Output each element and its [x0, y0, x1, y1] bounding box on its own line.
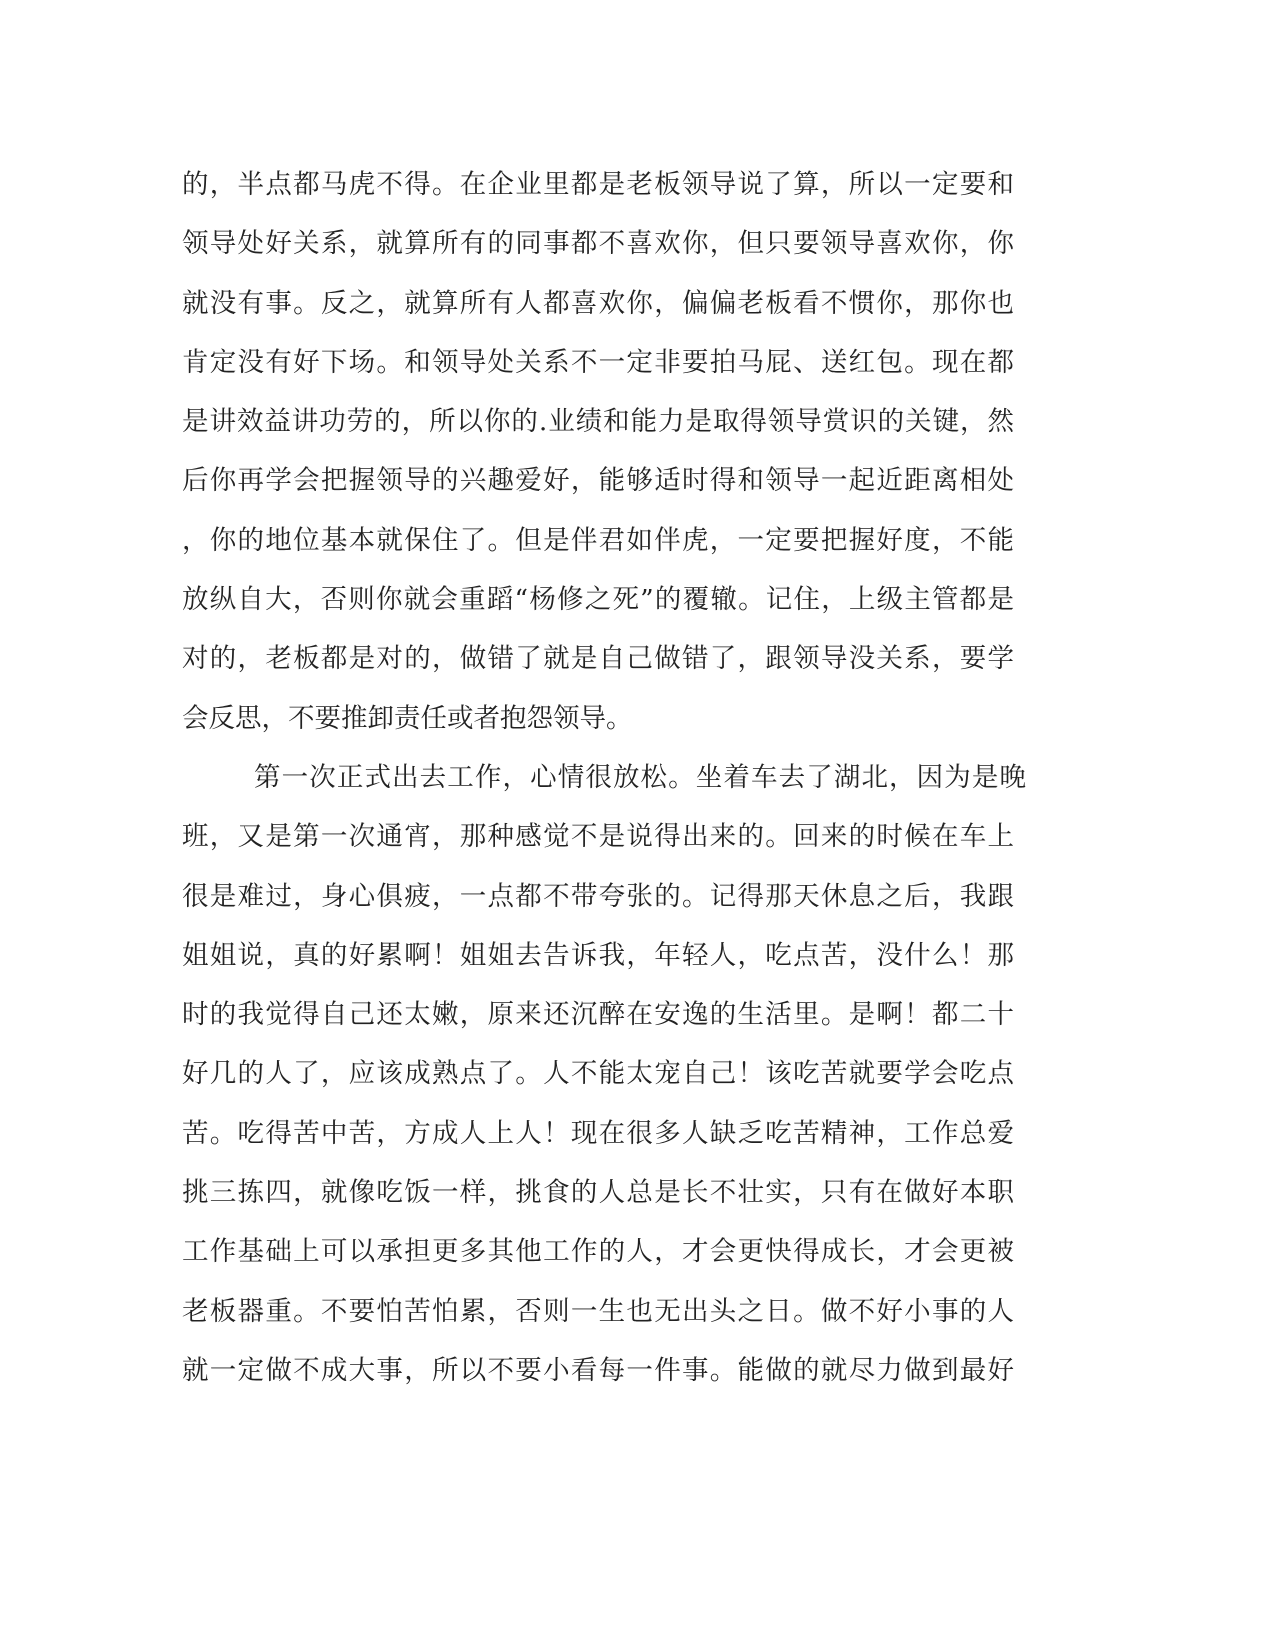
text-line: 会反思，不要推卸责任或者抱怨领导。 [182, 702, 633, 734]
text-line: 的，半点都马虎不得。在企业里都是老板领导说了算，所以一定要和 [182, 169, 1014, 200]
paragraph-1 [182, 155, 1042, 748]
paragraph-2 [182, 748, 1042, 1400]
text-line: 就一定做不成大事，所以不要小看每一件事。能做的就尽力做到最好 [182, 1354, 1014, 1386]
text-line: 好几的人了，应该成熟点了。人不能太宠自己！该吃苦就要学会吃点 [182, 1058, 1014, 1090]
text-line: 肯定没有好下场。和领导处关系不一定非要拍马屁、送红包。现在都 [182, 346, 1014, 378]
text-line: 时的我觉得自己还太嫩，原来还沉醉在安逸的生活里。是啊！都二十 [182, 999, 1014, 1031]
text-line: 放纵自大，否则你就会重蹈“杨修之死”的覆辙。记住，上级主管都是 [182, 584, 1014, 616]
body-text [182, 155, 1042, 1400]
text-line: ，你的地位基本就保住了。但是伴君如伴虎，一定要把握好度，不能 [182, 524, 1014, 556]
text-line: 领导处好关系，就算所有的同事都不喜欢你，但只要领导喜欢你，你 [182, 228, 1014, 260]
text-line: 苦。吃得苦中苦，方成人上人！现在很多人缺乏吃苦精神，工作总爱 [182, 1117, 1014, 1149]
text-line: 老板器重。不要怕苦怕累，否则一生也无出头之日。做不好小事的人 [182, 1295, 1014, 1327]
text-line: 是讲效益讲功劳的，所以你的.业绩和能力是取得领导赏识的关键，然 [182, 406, 1014, 438]
text-line: 第一次正式出去工作，心情很放松。坐着车去了湖北，因为是晚 [254, 761, 1026, 793]
text-line: 就没有事。反之，就算所有人都喜欢你，偏偏老板看不惯你，那你也 [182, 287, 1014, 319]
text-line: 工作基础上可以承担更多其他工作的人，才会更快得成长，才会更被 [182, 1236, 1014, 1268]
text-line: 后你再学会把握领导的兴趣爱好，能够适时得和领导一起近距离相处 [182, 465, 1014, 497]
text-line: 很是难过，身心俱疲，一点都不带夸张的。记得那天休息之后，我跟 [182, 880, 1014, 912]
text-line: 挑三拣四，就像吃饭一样，挑食的人总是长不壮实，只有在做好本职 [182, 1177, 1014, 1209]
text-line: 姐姐说，真的好累啊！姐姐去告诉我，年轻人，吃点苦，没什么！那 [182, 939, 1014, 971]
text-line: 班，又是第一次通宵，那种感觉不是说得出来的。回来的时候在车上 [182, 821, 1014, 853]
text-line: 对的，老板都是对的，做错了就是自己做错了，跟领导没关系，要学 [182, 643, 1014, 675]
